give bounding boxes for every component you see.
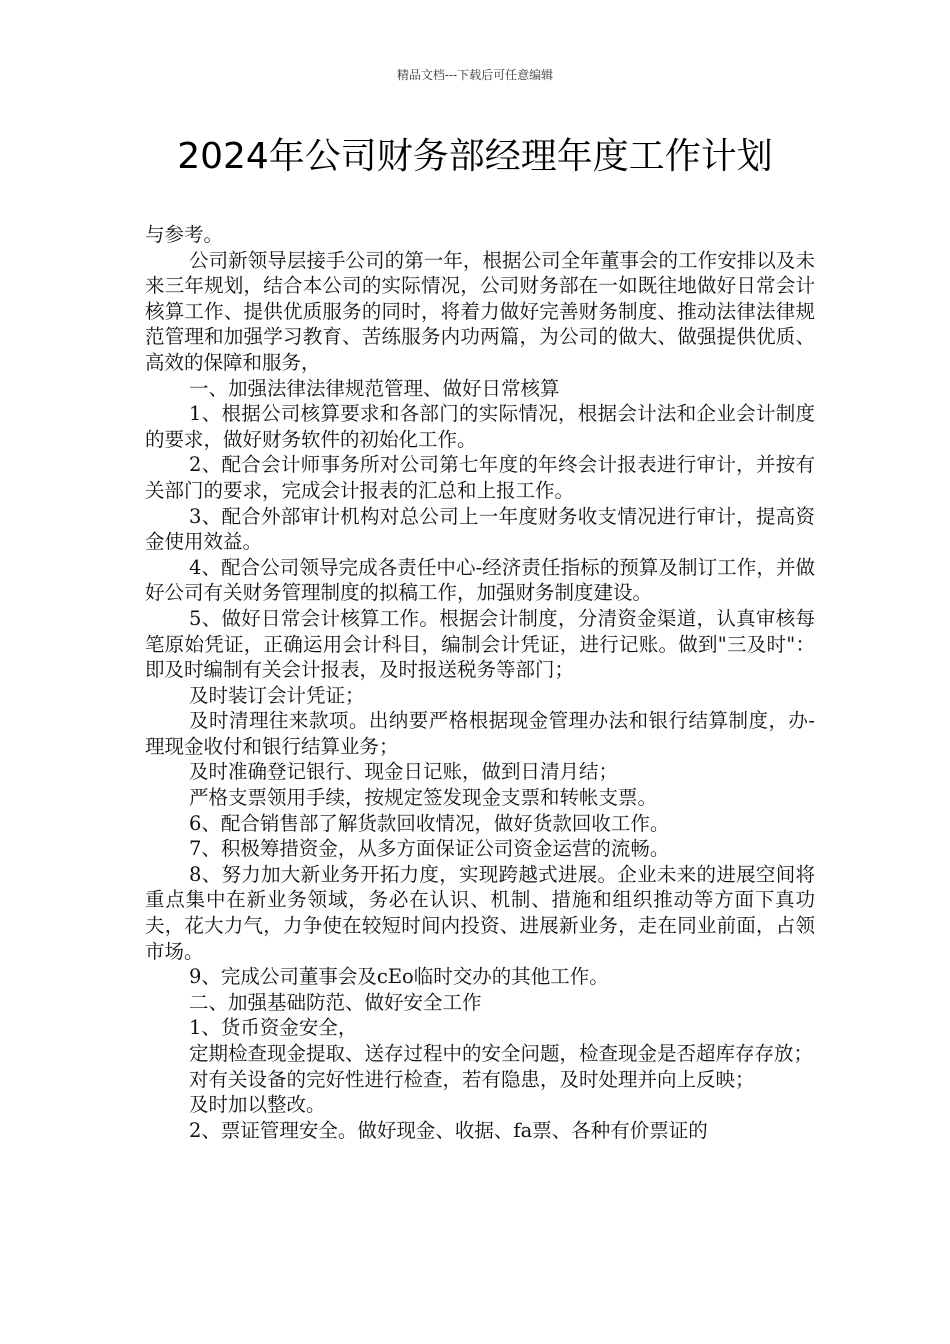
body-paragraph: 及时准确登记银行、现金日记账，做到日清月结；: [189, 760, 619, 784]
document-body: [145, 222, 815, 1143]
body-paragraph: 3、配合外部审计机构对总公司上一年度财务收支情况进行审计，提高资金使用效益。: [145, 504, 815, 554]
body-paragraph: 1、货币资金安全，: [189, 1016, 358, 1040]
body-paragraph: 1、根据公司核算要求和各部门的实际情况，根据会计法和企业会计制度的要求，做好财务软件的初始化工作。: [145, 402, 815, 451]
body-paragraph: 及时装订会计凭证；: [189, 683, 365, 707]
body-paragraph: 4、配合公司领导完成各责任中心-经济责任指标的预算及制订工作，并做好公司有关财务管理制度的拟稿工作，加强财务制度建设。: [145, 555, 815, 605]
body-paragraph: 定期检查现金提取、送存过程中的安全问题，检查现金是否超库存存放；: [189, 1042, 814, 1065]
body-paragraph: 2、配合会计师事务所对公司第七年度的年终会计报表进行审计，并按有关部门的要求，完成会计报表的汇总和上报工作。: [145, 453, 815, 502]
body-paragraph: 对有关设备的完好性进行检查，若有隐患，及时处理并向上反映；: [189, 1067, 755, 1091]
body-paragraph: 7、积极筹措资金，从多方面保证公司资金运营的流畅。: [189, 837, 670, 861]
body-paragraph: 公司新领导层接手公司的第一年，根据公司全年董事会的工作安排以及未来三年规划，结合本公司的实际情况，公司财务部在一如既往地做好日常会计核算工作、提供优质服务的同时，将着力做好完善财务制度、推动法律法律规范管理和加强学习教育、苦练服务内功两篇，为公司的做大、做强提供优质、高效的保障和服务，: [145, 248, 815, 374]
document-title: 2024年公司财务部经理年度工作计划: [177, 136, 773, 177]
page-header-note: 精品文档---下载后可任意编辑: [396, 68, 554, 82]
body-paragraph: 及时清理往来款项。出纳要严格根据现金管理办法和银行结算制度，办-理现金收付和银行结算业务；: [145, 709, 815, 758]
body-paragraph: 6、配合销售部了解货款回收情况，做好货款回收工作。: [189, 811, 670, 835]
body-paragraph: 二、加强基础防范、做好安全工作: [189, 990, 482, 1014]
body-paragraph: 8、努力加大新业务开拓力度，实现跨越式进展。企业未来的进展空间将重点集中在新业务领域，务必在认识、机制、措施和组织推动等方面下真功夫，花大力气，力争使在较短时间内投资、进展新业务，走在同业前面，占领市场。: [145, 862, 815, 963]
body-paragraph: 及时加以整改。: [189, 1093, 326, 1117]
body-paragraph: 严格支票领用手续，按规定签发现金支票和转帐支票。: [189, 786, 658, 810]
body-paragraph: 9、完成公司董事会及cEo临时交办的其他工作。: [189, 965, 609, 989]
body-paragraph: 一、加强法律法律规范管理、做好日常核算: [189, 376, 560, 400]
body-paragraph: 5、做好日常会计核算工作。根据会计制度，分清资金渠道，认真审核每笔原始凭证，正确运用会计科目，编制会计凭证，进行记账。做到"三及时"：即及时编制有关会计报表，及时报送税务等部门；: [145, 606, 815, 682]
body-paragraph: 2、票证管理安全。做好现金、收据、fa票、各种有价票证的: [189, 1118, 708, 1142]
body-paragraph: 与参考。: [145, 223, 224, 246]
